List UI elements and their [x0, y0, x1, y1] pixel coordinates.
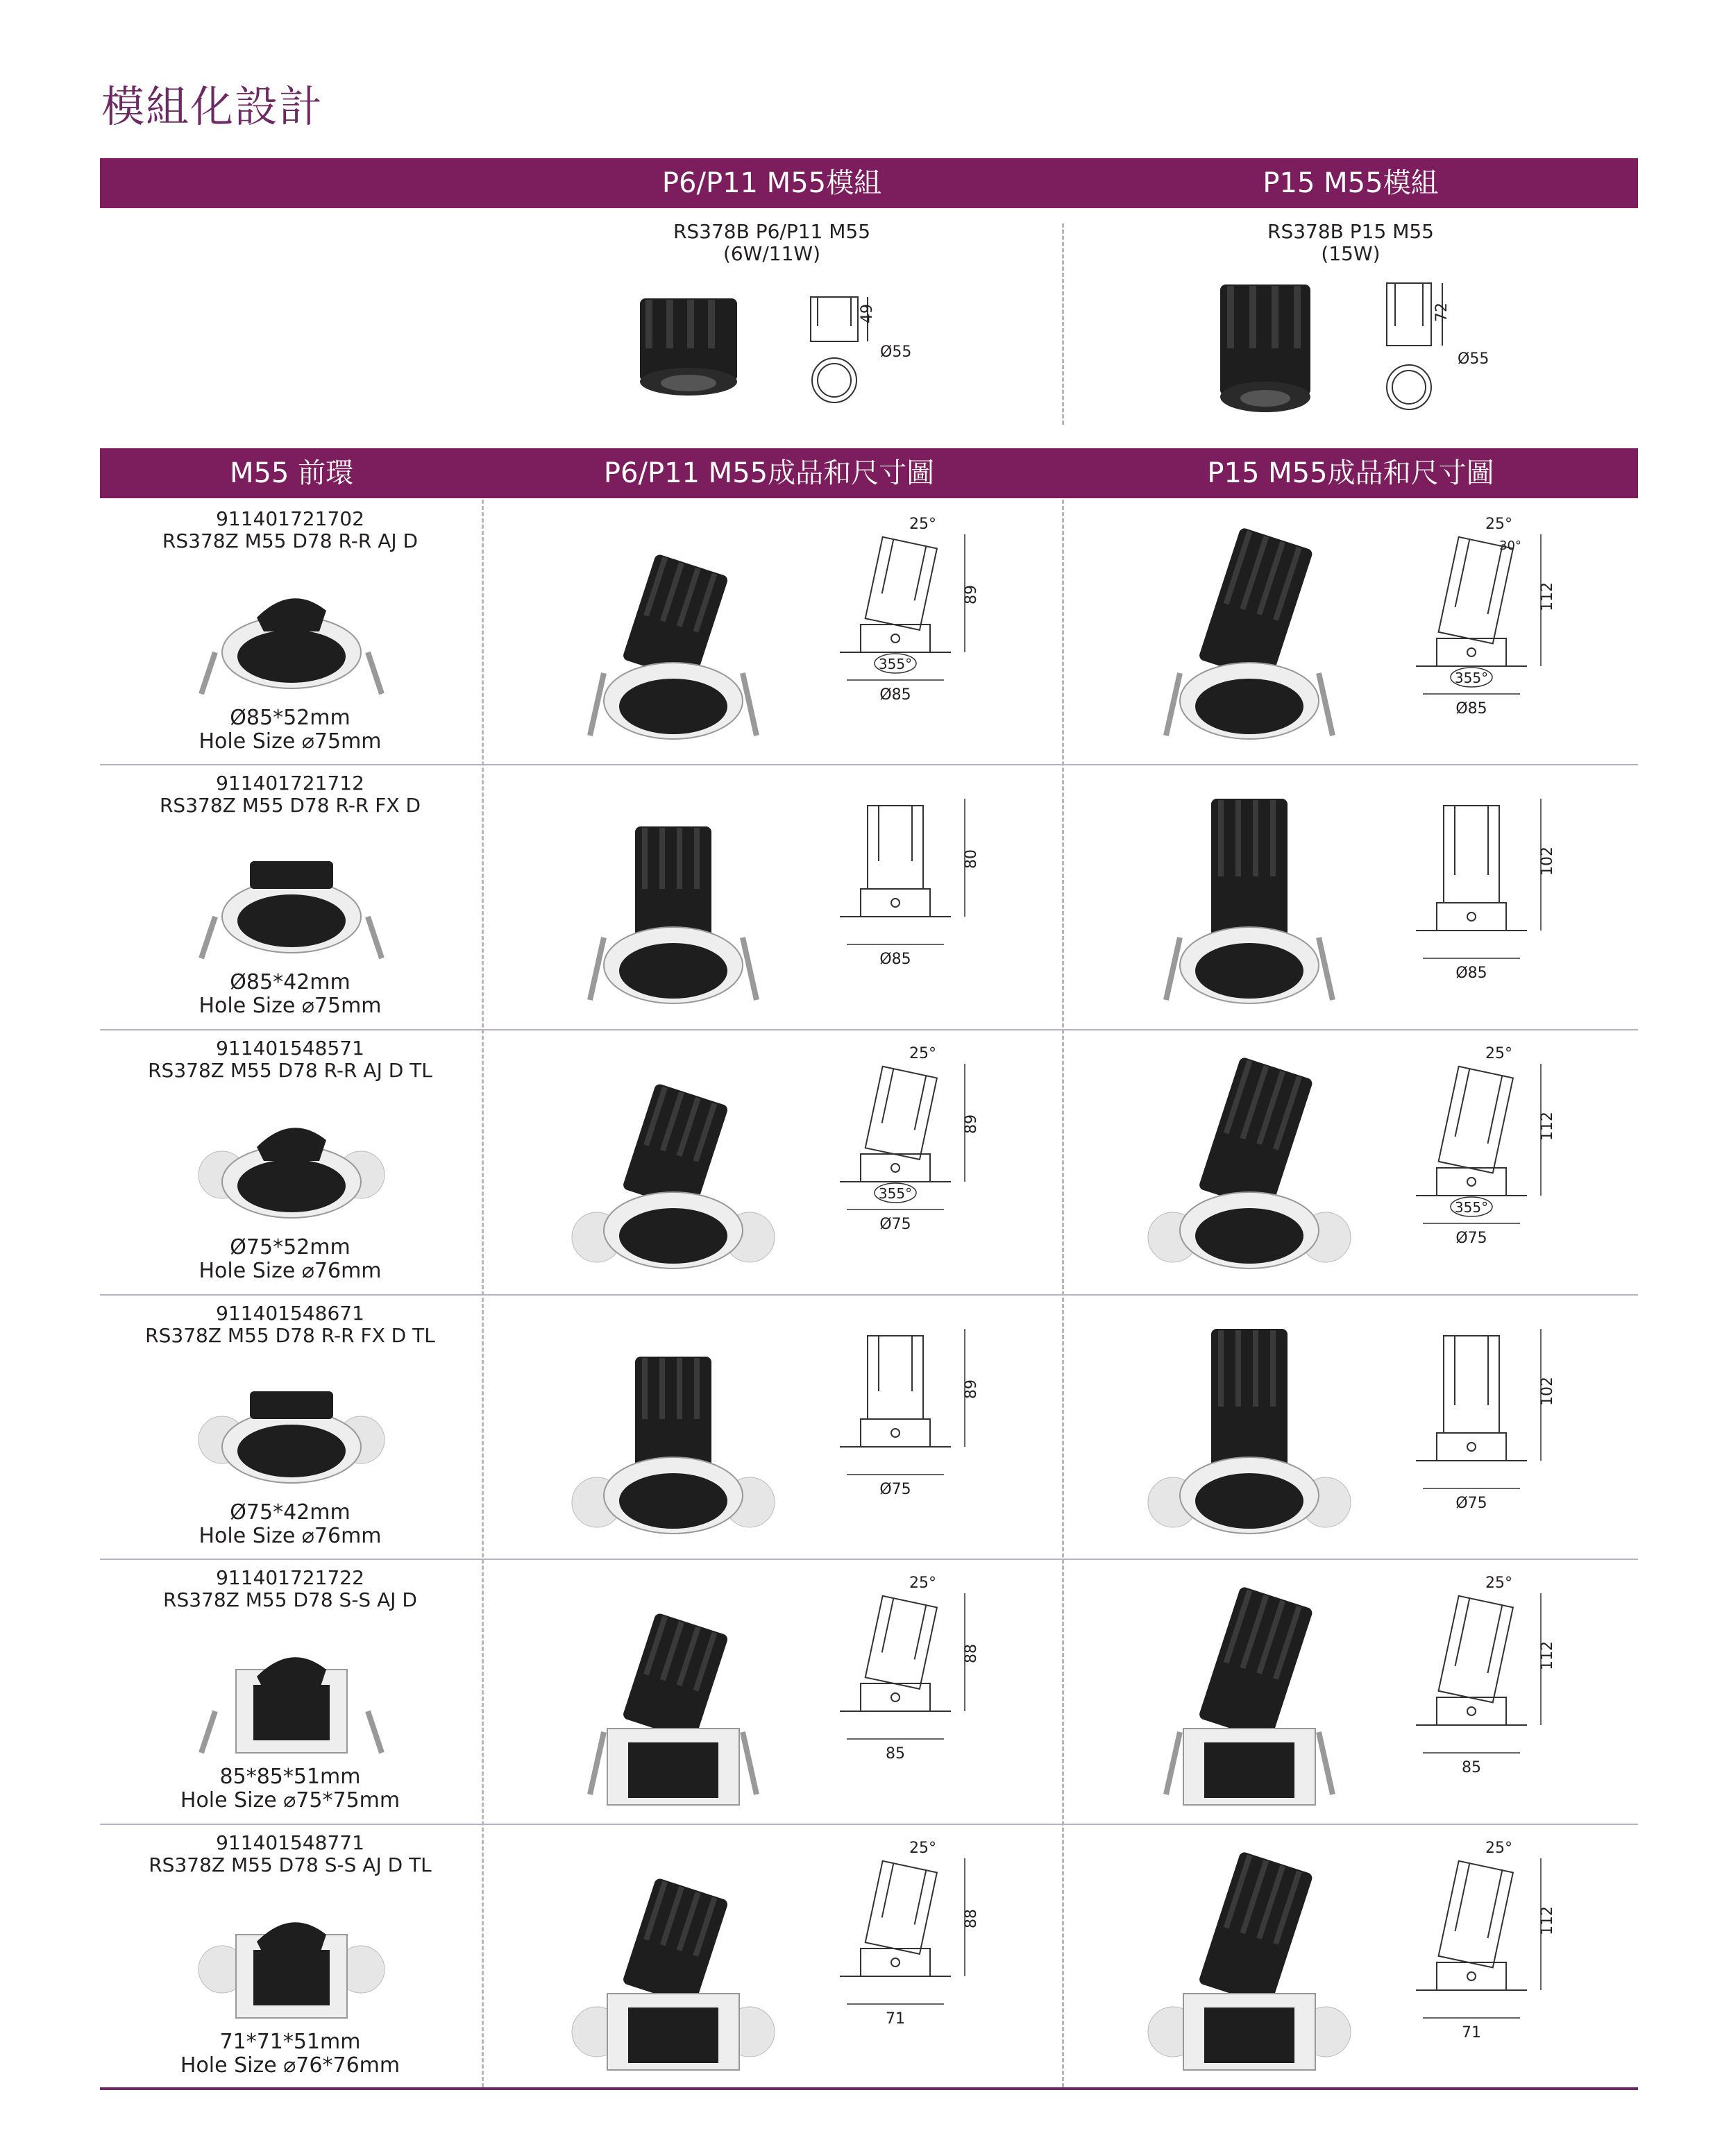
p15-angle-label: 25° — [1485, 516, 1512, 533]
module-p15-dimension-drawing — [1387, 283, 1442, 409]
row-separator — [100, 1294, 1638, 1296]
p6-width-label: Ø85 — [879, 951, 911, 968]
module-header-bar — [100, 158, 1638, 208]
p15-product-image — [1145, 1572, 1353, 1808]
p15-product-image — [1145, 513, 1353, 749]
p6-angle-label: 25° — [909, 1045, 936, 1062]
row-size: Ø85*52mm — [230, 706, 351, 730]
p6-width-label: Ø75 — [879, 1216, 911, 1233]
p6-angle-label: 25° — [909, 516, 936, 533]
p15-width-label: Ø75 — [1455, 1495, 1487, 1512]
p15-height-label: 102 — [1539, 847, 1556, 876]
row-separator — [100, 764, 1638, 765]
p6-product-image — [569, 1308, 777, 1544]
row-code: 911401548771 — [216, 1831, 364, 1854]
ring-product-image — [187, 833, 396, 965]
p15-height-label: 102 — [1539, 1377, 1556, 1406]
p15-angle-label: 25° — [1485, 1574, 1512, 1592]
p6-product-image — [569, 1043, 777, 1279]
p6-height-label: 80 — [963, 849, 980, 869]
page-title: 模組化設計 — [101, 81, 324, 132]
row-size: 71*71*51mm — [219, 2030, 361, 2054]
p15-dimension-drawing — [1409, 1837, 1576, 2066]
module-p6-diameter: Ø55 — [880, 343, 912, 361]
module-header-p6: P6/P11 M55模組 — [661, 167, 882, 199]
ring-product-image — [187, 569, 396, 701]
p6-angle-label: 25° — [909, 1840, 936, 1857]
row-hole-size: Hole Size ⌀75mm — [199, 994, 382, 1018]
row-size: Ø85*42mm — [230, 970, 351, 994]
module-divider — [1062, 223, 1064, 425]
p6-width-label: 71 — [886, 2010, 905, 2028]
table-header-p6: P6/P11 M55成品和尺寸圖 — [603, 457, 935, 489]
row-hole-size: Hole Size ⌀76mm — [199, 1259, 382, 1283]
p15-width-label: 71 — [1462, 2024, 1481, 2042]
ring-product-image — [187, 1893, 396, 2025]
row-code: 911401721722 — [216, 1566, 364, 1589]
p15-height-label: 112 — [1539, 1641, 1556, 1670]
p6-height-label: 88 — [963, 1909, 980, 1928]
module-p15-height: 72 — [1433, 303, 1451, 322]
p6-rotation-label: 355° — [878, 1185, 913, 1202]
row-code: 911401721702 — [216, 507, 364, 530]
p6-dimension-drawing — [833, 1572, 999, 1801]
p15-dimension-drawing — [1409, 1043, 1576, 1272]
table-header-bar — [100, 448, 1638, 498]
row-size: 85*85*51mm — [219, 1765, 361, 1789]
p6-product-image — [569, 1837, 777, 2073]
p15-product-image — [1145, 1837, 1353, 2073]
row-model: RS378Z M55 D78 R-R FX D TL — [145, 1324, 435, 1347]
row-separator — [100, 1559, 1638, 1560]
row-model: RS378Z M55 D78 R-R FX D — [159, 794, 421, 817]
p6-height-label: 89 — [963, 1380, 980, 1399]
p6-dimension-drawing — [833, 513, 999, 742]
module-p15-product-image — [1220, 285, 1310, 412]
p15-width-label: Ø85 — [1455, 965, 1487, 982]
table-header-p15: P15 M55成品和尺寸圖 — [1207, 457, 1494, 489]
p15-height-label: 112 — [1539, 1112, 1556, 1141]
p6-width-label: 85 — [886, 1745, 905, 1763]
row-hole-size: Hole Size ⌀76*76mm — [180, 2053, 400, 2078]
p6-dimension-drawing — [833, 1308, 999, 1537]
p15-product-image — [1145, 1043, 1353, 1279]
row-separator — [100, 1824, 1638, 1825]
p15-width-label: Ø75 — [1455, 1230, 1487, 1247]
p6-product-image — [569, 778, 777, 1014]
ring-product-image — [187, 1098, 396, 1230]
p15-rotation-label: 355° — [1454, 670, 1489, 686]
p6-angle-label: 25° — [909, 1574, 936, 1592]
p15-dimension-drawing — [1409, 1308, 1576, 1537]
p6-height-label: 88 — [963, 1644, 980, 1663]
module-p6-name: RS378B P6/P11 M55 — [673, 220, 871, 243]
p15-dimension-drawing — [1409, 778, 1576, 1007]
p6-height-label: 89 — [963, 1114, 980, 1134]
row-code: 911401548571 — [216, 1037, 364, 1060]
row-hole-size: Hole Size ⌀75mm — [199, 729, 382, 754]
p6-width-label: Ø75 — [879, 1481, 911, 1498]
row-hole-size: Hole Size ⌀76mm — [199, 1524, 382, 1548]
p15-width-label: Ø85 — [1455, 700, 1487, 718]
row-model: RS378Z M55 D78 R-R AJ D TL — [148, 1059, 432, 1082]
row-separator — [100, 1029, 1638, 1030]
p15-product-image — [1145, 1308, 1353, 1544]
module-p6-product-image — [640, 298, 737, 396]
p15-tilt-label: 30° — [1499, 538, 1521, 553]
p6-product-image — [569, 513, 777, 749]
row-size: Ø75*42mm — [230, 1500, 351, 1525]
module-p6-drawing — [625, 285, 916, 409]
module-p6-height: 49 — [859, 304, 876, 323]
row-hole-size: Hole Size ⌀75*75mm — [180, 1788, 400, 1813]
p15-angle-label: 25° — [1485, 1045, 1512, 1062]
row-model: RS378Z M55 D78 S-S AJ D — [163, 1588, 417, 1611]
module-header-p15: P15 M55模組 — [1263, 167, 1439, 199]
p15-rotation-label: 355° — [1454, 1199, 1489, 1216]
ring-product-image — [187, 1628, 396, 1760]
p15-dimension-drawing — [1409, 513, 1576, 742]
row-model: RS378Z M55 D78 S-S AJ D TL — [149, 1853, 432, 1876]
table-divider-1 — [482, 500, 484, 2087]
p6-height-label: 89 — [963, 585, 980, 604]
p15-height-label: 112 — [1539, 582, 1556, 611]
module-p6-power: (6W/11W) — [723, 242, 821, 265]
p15-width-label: 85 — [1462, 1759, 1481, 1776]
p15-height-label: 112 — [1539, 1906, 1556, 1935]
p6-dimension-drawing — [833, 1837, 999, 2066]
module-p15-drawing — [1208, 278, 1513, 423]
p15-product-image — [1145, 778, 1353, 1014]
row-code: 911401721712 — [216, 772, 364, 795]
row-code: 911401548671 — [216, 1302, 364, 1325]
ring-product-image — [187, 1364, 396, 1495]
p6-width-label: Ø85 — [879, 686, 911, 704]
p6-dimension-drawing — [833, 778, 999, 1007]
p15-angle-label: 25° — [1485, 1840, 1512, 1857]
module-p15-power: (15W) — [1321, 242, 1381, 265]
row-model: RS378Z M55 D78 R-R AJ D — [162, 529, 419, 552]
p6-product-image — [569, 1572, 777, 1808]
p6-rotation-label: 355° — [878, 656, 913, 672]
row-size: Ø75*52mm — [230, 1235, 351, 1259]
module-p15-name: RS378B P15 M55 — [1267, 220, 1434, 243]
table-bottom-rule — [100, 2087, 1638, 2090]
p15-dimension-drawing — [1409, 1572, 1576, 1801]
table-divider-2 — [1062, 500, 1064, 2087]
module-p15-diameter: Ø55 — [1458, 350, 1489, 368]
table-header-ring: M55 前環 — [229, 457, 354, 489]
p6-dimension-drawing — [833, 1043, 999, 1272]
